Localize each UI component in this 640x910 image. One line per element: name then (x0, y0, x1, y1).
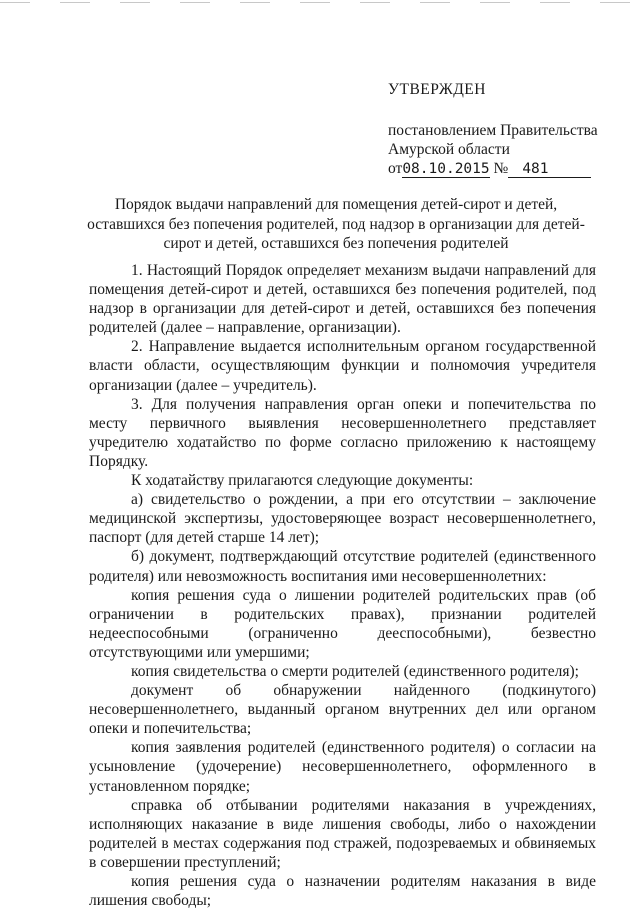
approval-date-line (388, 159, 618, 178)
paragraph: б) документ, подтверждающий отсутствие родителей (единственного родителя) или невозможность воспитания ими несовершеннолетних: (89, 548, 596, 585)
paragraph: 3. Для получения направления орган опеки и попечительства по месту первичного выявления несовершеннолетнего представляет учредителю ходатайство по форме согласно приложению к настоящему Порядку. (89, 395, 596, 470)
approval-line-1: постановлением Правительства (388, 122, 598, 139)
document-body (89, 261, 596, 910)
paragraph: 2. Направление выдается исполнительным органом государственной власти области, осуществляющим функции и полномочия учредителя организации (далее – учредитель). (89, 338, 596, 394)
number-label: № (493, 160, 509, 177)
title-line: Порядок выдачи направлений для помещения детей-сирот и детей, (114, 196, 558, 213)
document-title (86, 195, 586, 254)
paragraph: копия заявления родителей (единственного родителя) о согласии на усыновление (удочерение) несовершеннолетнего, оформленного в установленном порядке; (89, 739, 596, 795)
paragraph: документ об обнаружении найденного (подкинутого) несовершеннолетнего, выданный органом внутренних дел или органом опеки и попечительства; (89, 682, 596, 738)
paragraph: а) свидетельство о рождении, а при его отсутствии – заключение медицинской экспертизы, удостоверяющее возраст несовершеннолетнего, паспорт (для детей старше 14 лет); (89, 491, 596, 547)
paragraph: 1. Настоящий Порядок определяет механизм выдачи направлений для помещения детей-сирот и детей, оставшихся без попечения родителей, под надзор в организации для детей-сирот и детей, оставшихся без попечения родителей (далее – направление, организации). (89, 262, 596, 337)
paragraph: копия свидетельства о смерти родителей (единственного родителя); (131, 662, 579, 680)
date-prefix: от (388, 160, 403, 177)
approval-number: 481 (508, 162, 590, 178)
scan-edge (0, 2, 640, 3)
approval-block (388, 80, 618, 178)
title-line: оставшихся без попечения родителей, под надзор в организации для детей- (87, 215, 585, 233)
paragraph: К ходатайству прилагаются следующие документы: (131, 472, 474, 490)
title-line: сирот и детей, оставшихся без попечения родителей (163, 235, 509, 252)
approval-line-2: Амурской области (388, 141, 510, 158)
approval-date: 08.10.2015 (402, 161, 490, 177)
paragraph: копия решения суда о лишении родителей родительских прав (об ограничении в родительских правах), признании родителей недееспособными (ограниченно дееспособными), безвестно отсутствующими или умершими; (89, 586, 596, 661)
approval-heading: УТВЕРЖДЕН (388, 81, 486, 98)
paragraph: копия решения суда о назначении родителям наказания в виде лишения свободы; (89, 873, 596, 910)
paragraph: справка об отбывании родителями наказания в учреждениях, исполняющих наказание в виде лишения свободы, либо о нахождении родителей в местах содержания под стражей, подозреваемых и обвиняемых в совершении преступлений; (89, 796, 596, 871)
